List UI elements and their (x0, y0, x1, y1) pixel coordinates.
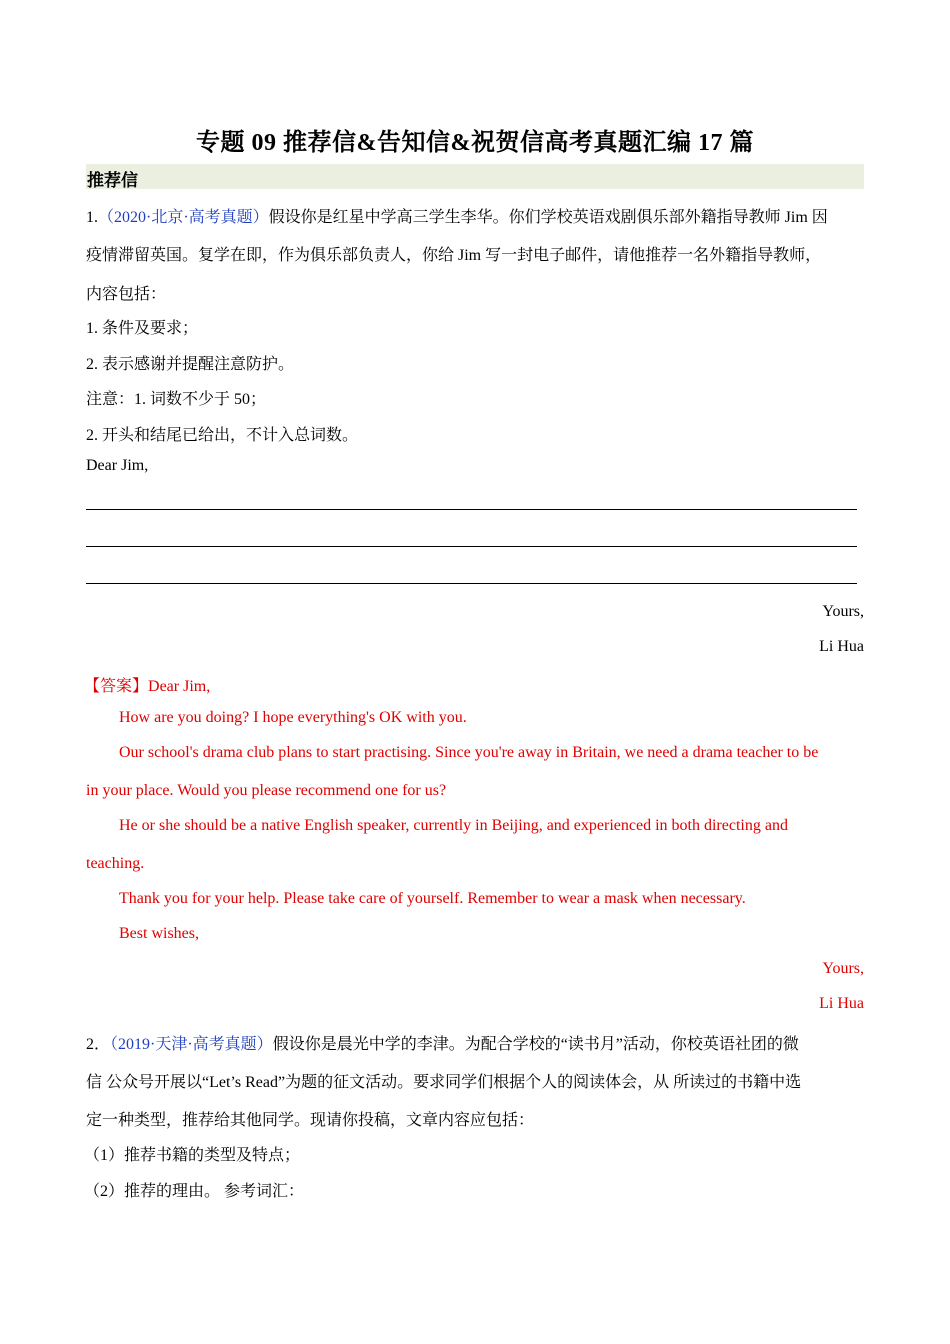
answer-blank-line-3 (86, 583, 857, 584)
q2-number: 2． (86, 1036, 111, 1053)
q2-source: （2019·天津·高考真题） (110, 1036, 273, 1053)
q1-number: 1. (86, 209, 98, 226)
answer1-header (84, 673, 210, 696)
q2-line3: 定一种类型，推荐给其他同学。现请你投稿，文章内容应包括： (86, 1112, 535, 1129)
answer1-greeting: Dear Jim, (148, 678, 211, 695)
answer1-p1: How are you doing? I hope everything's OK with you. (119, 709, 467, 726)
q1-greeting: Dear Jim, (86, 457, 149, 474)
q1-item2: 2. 表示感谢并提醒注意防护。 (86, 356, 295, 373)
q1-text-line1: 假设你是红星中学高三学生李华。你们学校英语戏剧俱乐部外籍指导教师 Jim 因 (268, 209, 828, 226)
answer1-signature: Li Hua (819, 995, 864, 1012)
answer1-p5: Best wishes, (119, 925, 199, 942)
answer-blank-line-2 (86, 546, 857, 547)
answer1-p3b: teaching. (86, 855, 145, 872)
q2-item1: （1）推荐书籍的类型及特点； (84, 1147, 301, 1164)
q1-source: （2020·北京·高考真题） (98, 209, 269, 226)
q2-text-line1: 假设你是晨光中学的李津。为配合学校的“读书月”活动，你校英语社团的微 (272, 1036, 799, 1053)
page-title: 专题 09 推荐信&告知信&祝贺信高考真题汇编 17 篇 (196, 130, 754, 156)
q1-line1 (86, 204, 828, 227)
q1-signature: Li Hua (819, 638, 864, 655)
answer1-p2b: in your place. Would you please recommend one for us? (86, 782, 447, 799)
answer1-p2a: Our school's drama club plans to start practising. Since you're away in Britain, we need a drama teacher to be (119, 744, 819, 761)
answer-blank-line-1 (86, 509, 857, 510)
q2-line1 (86, 1031, 799, 1054)
q1-item1: 1. 条件及要求； (86, 320, 199, 337)
section-heading-bar (86, 164, 864, 189)
q1-line2: 疫情滞留英国。复学在即，作为俱乐部负责人，你给 Jim 写一封电子邮件，请他推荐一名外籍指导教师， (86, 247, 822, 264)
q2-line2: 信 公众号开展以“Let’s Read”为题的征文活动。要求同学们根据个人的阅读体会，从 所读过的书籍中选 (86, 1074, 802, 1091)
answer1-closing: Yours, (822, 960, 864, 977)
q2-item2: （2）推荐的理由。 参考词汇： (84, 1183, 305, 1200)
answer-label: 【答案】 (84, 678, 149, 695)
section-heading: 推荐信 (87, 171, 138, 190)
answer1-p4: Thank you for your help. Please take care of yourself. Remember to wear a mask when necessary. (119, 890, 746, 907)
q1-note2: 2. 开头和结尾已给出，不计入总词数。 (86, 427, 359, 444)
answer1-p3a: He or she should be a native English speaker, currently in Beijing, and experienced in both directing and (119, 817, 788, 834)
q1-closing: Yours, (822, 603, 864, 620)
q1-note1: 注意：1. 词数不少于 50； (86, 391, 267, 408)
q1-line3: 内容包括： (86, 286, 167, 303)
